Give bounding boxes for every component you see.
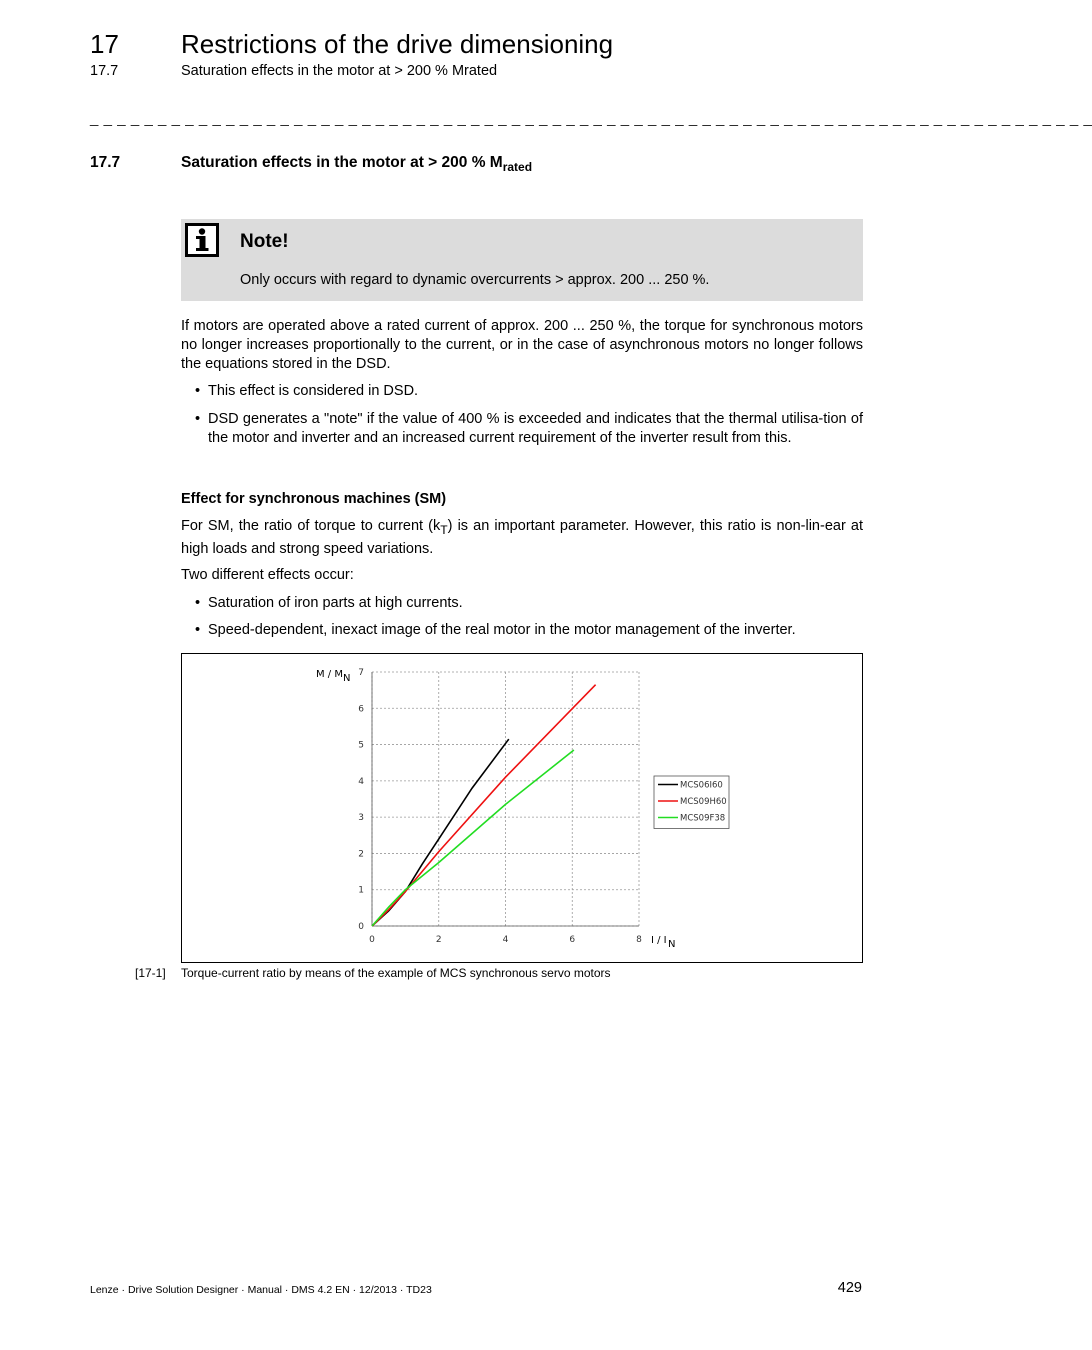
footer-text: Lenze · Drive Solution Designer · Manual · DMS 4.2 EN · 12/2013 · TD23 [90,1284,432,1296]
bullet-marker: • [195,622,201,638]
header-separator: _ _ _ _ _ _ _ _ _ _ _ _ _ _ _ _ _ _ _ _ _ _ _ _ _ _ _ _ _ _ _ _ _ _ _ _ _ _ _ _ _ _ _ _ _ _ _ _ _ _ _ _ _ _ _ _ _ _ _ _ _ _ _ _ _ _ _ _ _ _ _ _ _ _ [90,110,1092,127]
y-axis-label: M / M [316,669,343,680]
info-icon [185,223,219,257]
running-section-title: Saturation effects in the motor at > 200 % Mrated [181,63,498,79]
running-section-number: 17.7 [90,63,119,79]
x-tick-label: 4 [502,935,509,945]
page-number: 429 [837,1280,862,1296]
list-item: Speed-dependent, inexact image of the real motor in the motor management of the inverter. [208,622,796,638]
sm-text-after: ) is an important parameter. However, this ratio is non-lin-ear at high loads and strong speed variations. [181,518,863,557]
torque-current-chart [182,654,862,962]
list-item: Saturation of iron parts at high currents. [208,595,463,611]
legend-label: MCS09H60 [680,797,727,807]
legend-label: MCS06I60 [680,780,723,791]
kt-subscript: T [440,522,448,537]
figure-number: [17-1] [135,966,166,980]
y-axis-label-subscript: N [343,673,351,684]
chapter-title: Restrictions of the drive dimensioning [181,29,614,59]
bullet-marker: • [195,595,201,611]
list-item: This effect is considered in DSD. [208,383,419,399]
y-tick-label: 5 [358,740,364,751]
note-text: Only occurs with regard to dynamic overcurrents > approx. 200 ... 250 %. [240,272,710,288]
x-tick-label: 8 [636,935,642,945]
section-title-main: Saturation effects in the motor at > 200 % M [181,154,503,171]
y-tick-label: 2 [358,849,364,860]
x-tick-label: 0 [369,935,375,945]
intro-paragraph: If motors are operated above a rated current of approx. 200 ... 250 %, the torque for synchronous motors no longer increases proportionally to the current, or in the case of asynchronous motors no longer follows the equations stored in the DSD. [181,318,863,372]
x-axis-label: I / I [651,935,667,946]
series-line-mcs09f38 [372,750,574,926]
x-tick-label: 2 [435,935,442,945]
sm-paragraph [181,517,863,559]
y-tick-label: 4 [358,776,364,787]
section-number: 17.7 [90,154,121,171]
series-line-mcs06i60 [372,739,509,926]
y-tick-label: 3 [358,813,364,824]
note-box [181,219,863,301]
chart-frame [181,653,863,963]
legend-label: MCS09F38 [680,813,726,824]
y-tick-label: 0 [358,922,364,932]
chapter-number: 17 [90,29,119,59]
note-heading: Note! [240,231,289,252]
bullet-marker: • [195,411,201,427]
bullet-marker: • [195,383,201,399]
section-title-subscript: rated [502,160,533,175]
x-axis-label-subscript: N [668,939,676,950]
effects-intro: Two different effects occur: [181,567,354,583]
figure-caption: Torque-current ratio by means of the example of MCS synchronous servo motors [181,966,611,980]
list-item: DSD generates a "note" if the value of 400 % is exceeded and indicates that the thermal utilisa-tion of the motor and inverter and an increased current requirement of the inverter result from this. [208,411,863,446]
x-tick-label: 6 [569,935,576,945]
subheading-sm: Effect for synchronous machines (SM) [181,491,447,507]
y-tick-label: 1 [358,885,364,896]
y-tick-label: 6 [358,704,364,715]
section-title [181,154,532,174]
y-tick-label: 7 [358,668,364,678]
sm-text-before: For SM, the ratio of torque to current (k [181,518,441,534]
